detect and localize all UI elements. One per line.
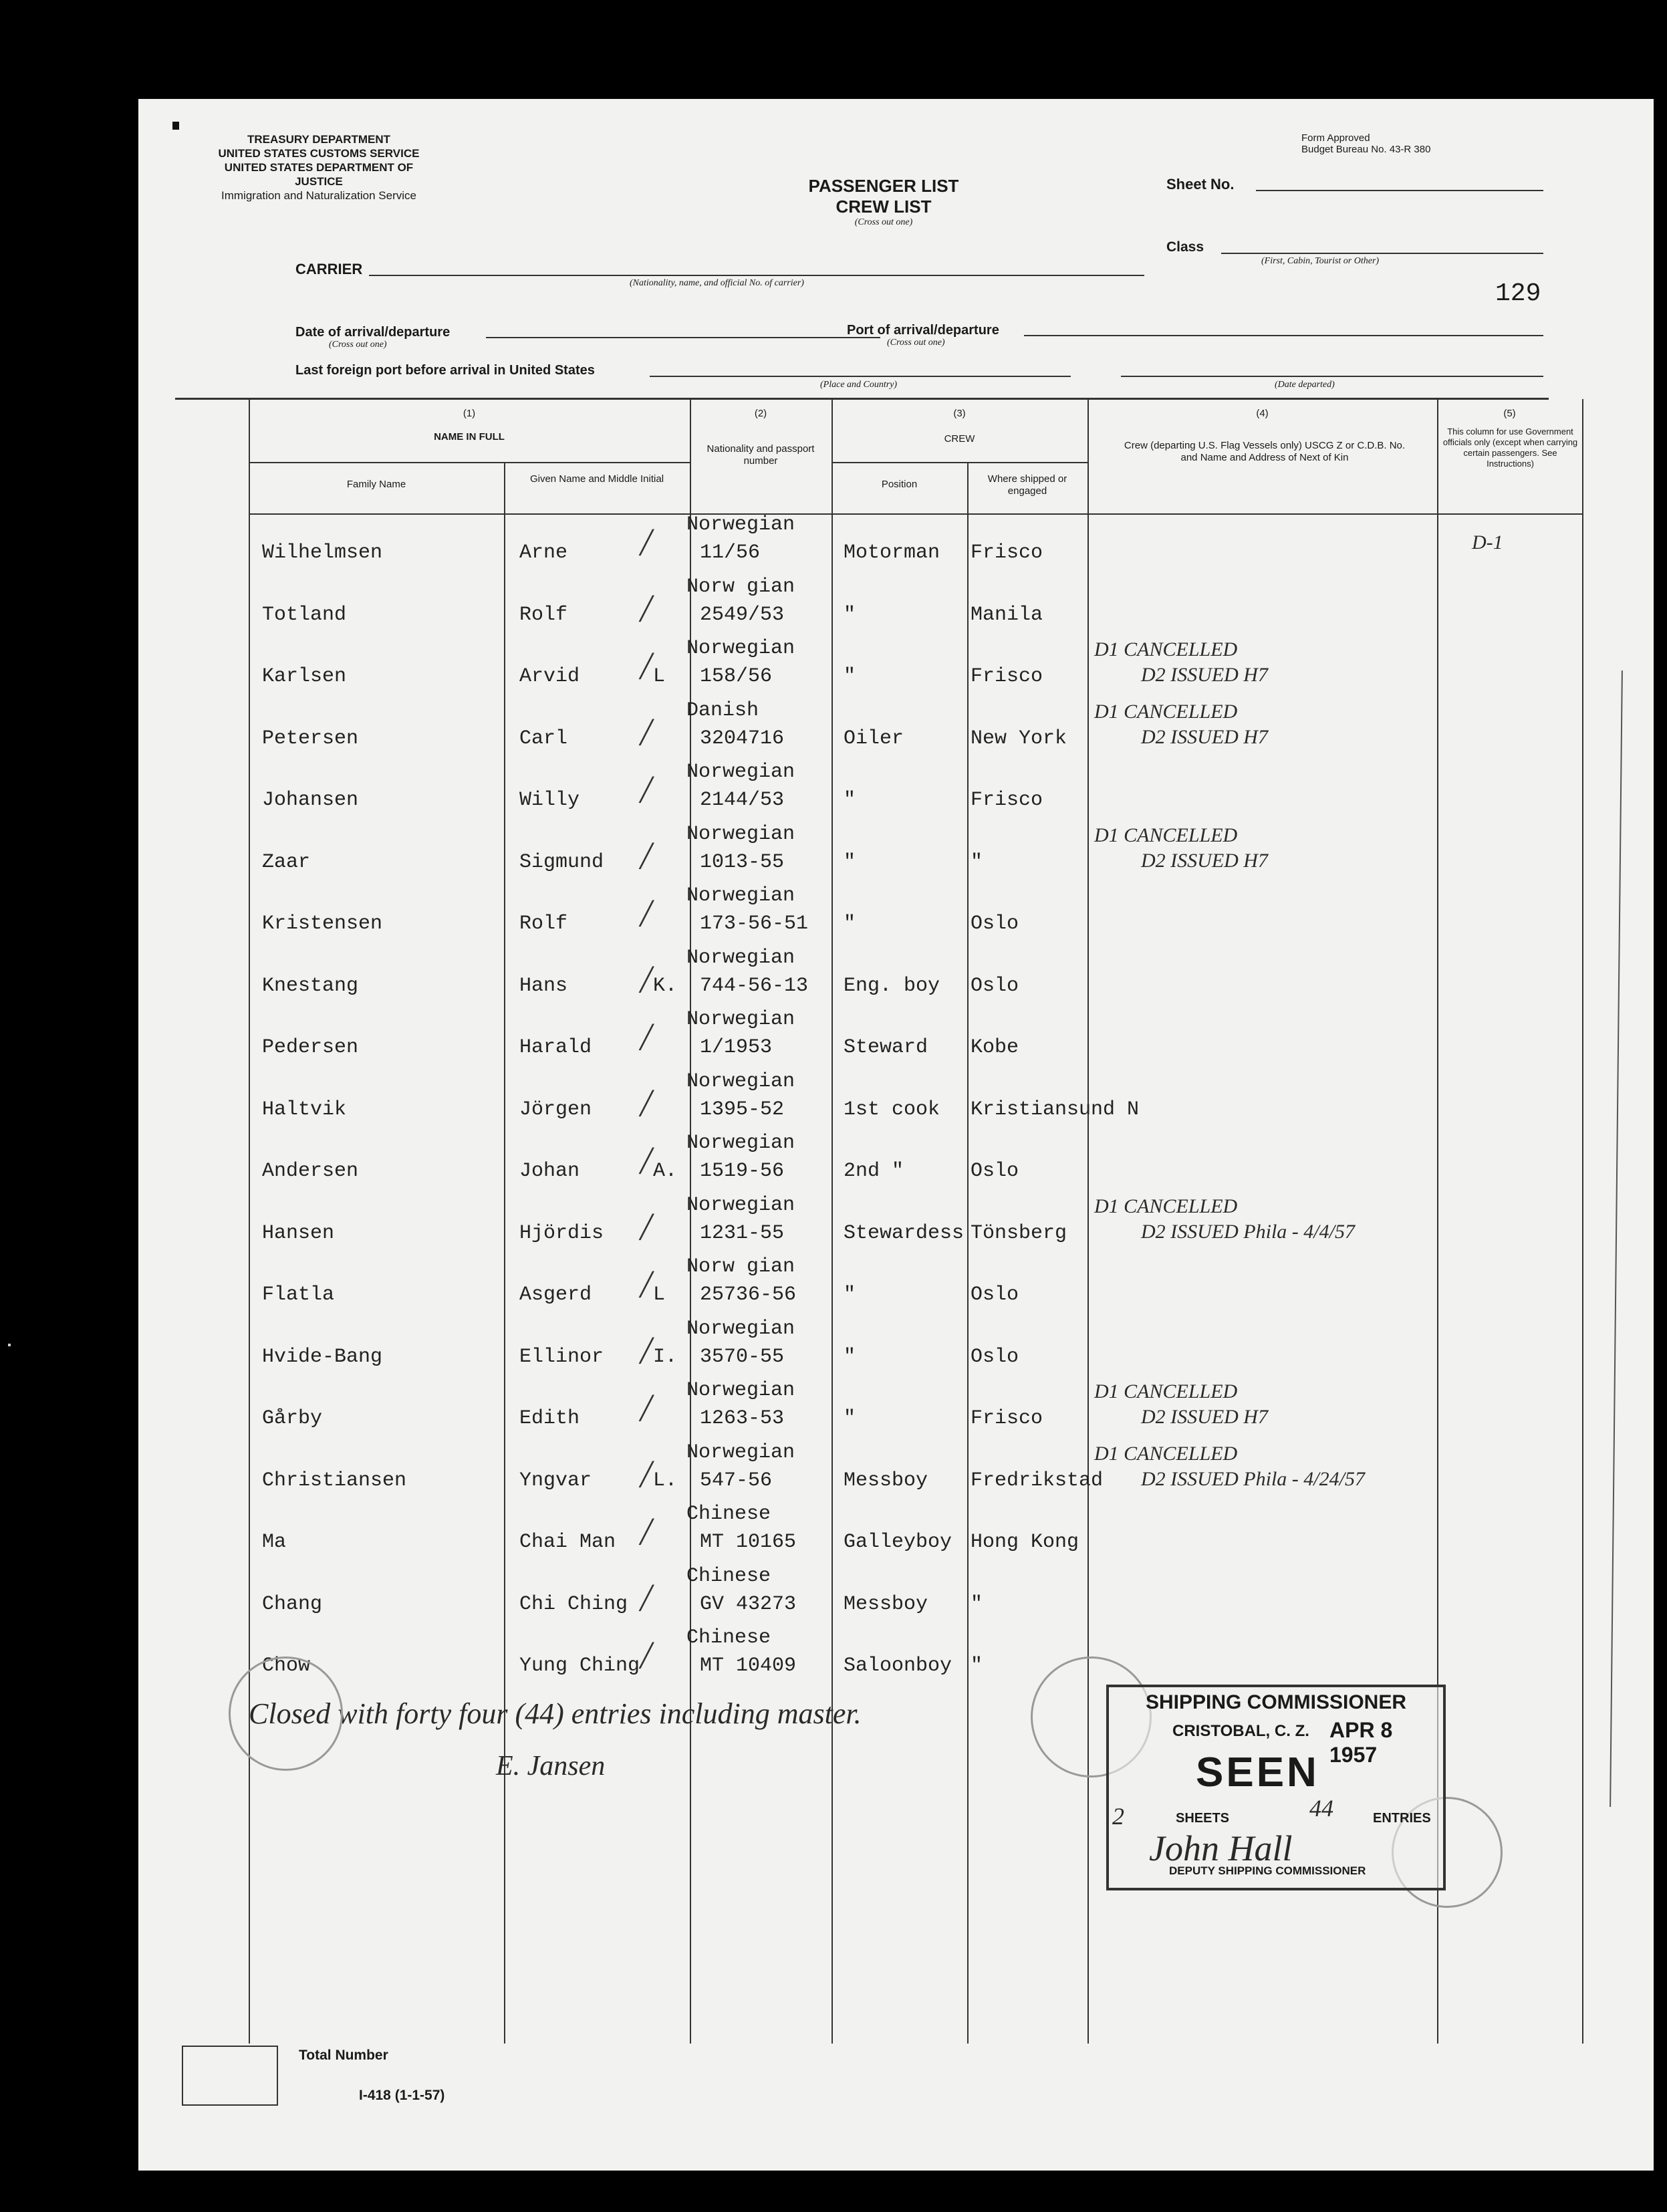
- cell-position: Saloonboy: [844, 1654, 952, 1677]
- last-port-label: Last foreign port before arrival in United States: [295, 363, 595, 378]
- cell-given: Arne: [519, 541, 568, 564]
- place-note: (Place and Country): [820, 380, 898, 390]
- cell-position: ": [844, 603, 856, 626]
- stamp-place: CRISTOBAL, C. Z.: [1172, 1722, 1309, 1740]
- stamp-sheets-value: 2: [1112, 1803, 1124, 1830]
- cell-family: Haltvik: [262, 1098, 347, 1121]
- cell-family: Totland: [262, 603, 347, 626]
- stamp-date: APR 8 1957: [1329, 1718, 1393, 1767]
- cell-col5: D-1: [1472, 531, 1503, 554]
- cell-where: Oslo: [971, 974, 1019, 997]
- cell-where: Fredrikstad: [971, 1469, 1104, 1492]
- port-label: Port of arrival/departure: [847, 323, 999, 338]
- cell-nat: Norw gian: [686, 1255, 795, 1278]
- cell-pass: 1013-55: [700, 850, 785, 874]
- arrival-label: Date of arrival/departure: [295, 325, 451, 340]
- check-mark-icon: ╱: [640, 1642, 654, 1669]
- cell-position: Oiler: [844, 727, 904, 750]
- ins-label: Immigration and Naturalization Service: [221, 189, 416, 202]
- cell-family: Pedersen: [262, 1036, 359, 1059]
- cell-given: Arvid: [519, 665, 580, 688]
- cell-family: Gårby: [262, 1407, 323, 1430]
- cell-position: Stewardess: [844, 1221, 965, 1245]
- cell-where: Oslo: [971, 912, 1019, 935]
- cell-pass: 1395-52: [700, 1098, 785, 1121]
- cell-nat: Norwegian: [686, 637, 795, 660]
- cell-nat: Norwegian: [686, 822, 795, 846]
- cell-where: ": [971, 1592, 983, 1616]
- col1-number: (1): [463, 408, 476, 419]
- cell-pass: GV 43273: [700, 1592, 797, 1616]
- cell-given: Hjördis: [519, 1221, 604, 1245]
- cell-pass: 173-56-51: [700, 912, 809, 935]
- cell-nat: Chinese: [686, 1626, 771, 1649]
- cell-where: Oslo: [971, 1345, 1019, 1368]
- cell-pass: MT 10165: [700, 1531, 797, 1554]
- cell-pass: 1519-56: [700, 1160, 785, 1183]
- form-approved: [1301, 132, 1430, 155]
- cell-given: Rolf: [519, 912, 568, 935]
- cell-given: Rolf: [519, 603, 568, 626]
- cell-family: Andersen: [262, 1160, 359, 1183]
- cell-family: Hansen: [262, 1221, 335, 1245]
- table-row: [138, 515, 1654, 577]
- cell-family: Hvide-Bang: [262, 1345, 383, 1368]
- cell-note1: D1 CANCELLED: [1094, 1195, 1238, 1217]
- cell-pass: 1/1953: [700, 1036, 773, 1059]
- where-shipped-header: Where shipped or engaged: [987, 473, 1067, 497]
- cell-family: Flatla: [262, 1283, 335, 1306]
- cell-nat: Norwegian: [686, 1132, 795, 1154]
- cell-nat: Chinese: [686, 1564, 771, 1588]
- cell-family: Ma: [262, 1531, 287, 1554]
- cell-note2: D2 ISSUED H7: [1141, 1406, 1268, 1428]
- cell-position: ": [844, 665, 856, 688]
- table-row: [138, 824, 1654, 886]
- col1-title: NAME IN FULL: [434, 431, 505, 443]
- check-mark-icon: ╱: [640, 1461, 654, 1488]
- arrival-note: (Cross out one): [329, 340, 387, 350]
- cell-family: Knestang: [262, 974, 359, 997]
- col4-number: (4): [1256, 408, 1269, 419]
- nationality-header: Nationality and passport number: [707, 443, 815, 467]
- table-row: [138, 1319, 1654, 1381]
- cell-given: Chi Ching: [519, 1592, 628, 1616]
- family-name-header: Family Name: [346, 479, 406, 490]
- canal-zone-seal-left: [229, 1656, 343, 1771]
- cell-nat: Chinese: [686, 1503, 771, 1525]
- cell-position: ": [844, 1407, 856, 1430]
- title-note: (Cross out one): [854, 217, 913, 227]
- cell-pass: 744-56-13: [700, 974, 809, 997]
- cell-position: ": [844, 912, 856, 935]
- check-mark-icon: ╱: [640, 1337, 654, 1364]
- cell-where: Frisco: [971, 541, 1043, 564]
- budget-label: Budget Bureau No. 43-R 380: [1301, 144, 1431, 155]
- cell-family: Zaar: [262, 850, 311, 874]
- cell-note1: D1 CANCELLED: [1094, 1380, 1238, 1402]
- cell-note2: D2 ISSUED H7: [1141, 664, 1268, 686]
- cell-where: Tönsberg: [971, 1221, 1067, 1245]
- agency-header: [212, 132, 426, 203]
- justice-label: UNITED STATES DEPARTMENT OF JUSTICE: [224, 161, 414, 188]
- cell-note2: D2 ISSUED Phila - 4/4/57: [1141, 1220, 1355, 1243]
- stamp-deputy: DEPUTY SHIPPING COMMISSIONER: [1169, 1864, 1366, 1877]
- cell-where: Kristiansund N: [971, 1098, 1140, 1121]
- cell-position: Motorman: [844, 541, 940, 564]
- cell-given: Ellinor: [519, 1345, 604, 1368]
- cell-pass: 2144/53: [700, 789, 785, 812]
- cell-nat: Norwegian: [686, 761, 795, 783]
- total-number-label: Total Number: [299, 2048, 388, 2063]
- cell-initial: L.: [653, 1469, 678, 1492]
- cell-nat: Norwegian: [686, 513, 795, 536]
- master-signature: E. Jansen: [496, 1751, 606, 1781]
- gov-note-header: This column for use Government officials only (except when carrying certain passengers. See Instructions): [1442, 426, 1578, 469]
- table-row: [138, 1443, 1654, 1505]
- form-id: I-418 (1-1-57): [359, 2088, 445, 2103]
- table-row: [138, 1566, 1654, 1628]
- cell-where: Frisco: [971, 665, 1043, 688]
- commissioner-signature: John Hall: [1149, 1828, 1293, 1868]
- cell-given: Willy: [519, 789, 580, 812]
- cell-given: Carl: [519, 727, 568, 750]
- cell-initial: A.: [653, 1160, 678, 1183]
- cell-family: Wilhelmsen: [262, 541, 383, 564]
- cell-family: Chang: [262, 1592, 323, 1616]
- cell-given: Yngvar: [519, 1469, 592, 1492]
- check-mark-icon: ╱: [640, 777, 654, 804]
- cell-note1: D1 CANCELLED: [1094, 1442, 1238, 1465]
- table-row: [138, 1628, 1654, 1690]
- cell-nat: Norwegian: [686, 1379, 795, 1402]
- cell-initial: I.: [653, 1345, 678, 1368]
- check-mark-icon: ╱: [640, 653, 654, 680]
- dust-speck: [172, 122, 179, 130]
- cell-nat: Norwegian: [686, 1193, 795, 1217]
- cell-where: Oslo: [971, 1283, 1019, 1306]
- cell-where: Frisco: [971, 1407, 1043, 1430]
- crew-header: CREW: [944, 433, 975, 445]
- check-mark-icon: ╱: [640, 1271, 654, 1298]
- cell-pass: 11/56: [700, 541, 761, 564]
- table-row: [138, 1133, 1654, 1195]
- sheet-no-label: Sheet No.: [1166, 176, 1235, 193]
- customs-label: UNITED STATES CUSTOMS SERVICE: [218, 147, 420, 160]
- table-row: [138, 1072, 1654, 1134]
- cell-where: Kobe: [971, 1036, 1019, 1059]
- cell-nat: Norwegian: [686, 1441, 795, 1464]
- cell-initial: K.: [653, 974, 678, 997]
- cell-where: ": [971, 850, 983, 874]
- check-mark-icon: ╱: [640, 529, 654, 556]
- cell-position: 2nd ": [844, 1160, 904, 1183]
- date-note: (Date departed): [1275, 380, 1335, 390]
- cell-position: ": [844, 850, 856, 874]
- approved-label: Form Approved: [1301, 132, 1370, 144]
- check-mark-icon: ╱: [640, 1213, 654, 1241]
- cell-where: ": [971, 1654, 983, 1677]
- cell-nat: Norwegian: [686, 1008, 795, 1031]
- check-mark-icon: ╱: [640, 1519, 654, 1546]
- cell-pass: 1231-55: [700, 1221, 785, 1245]
- treasury-label: TREASURY DEPARTMENT: [247, 133, 391, 146]
- cell-note1: D1 CANCELLED: [1094, 824, 1238, 846]
- col3-number: (3): [953, 408, 966, 419]
- cell-given: Asgerd: [519, 1283, 592, 1306]
- cell-family: Christiansen: [262, 1469, 407, 1492]
- cell-nat: Norw gian: [686, 575, 795, 598]
- cell-given: Hans: [519, 974, 568, 997]
- cell-note2: D2 ISSUED Phila - 4/24/57: [1141, 1467, 1365, 1490]
- position-header: Position: [881, 479, 918, 490]
- cell-nat: Norwegian: [686, 1070, 795, 1093]
- crew-note-header: Crew (departing U.S. Flag Vessels only) USCG Z or C.D.B. No. and Name and Address of Next of Kin: [1124, 440, 1406, 463]
- check-mark-icon: ╱: [640, 966, 654, 993]
- cell-given: Yung Ching: [519, 1654, 640, 1677]
- cell-where: Hong Kong: [971, 1531, 1079, 1554]
- cell-pass: 2549/53: [700, 603, 785, 626]
- cell-position: Eng. boy: [844, 974, 940, 997]
- col2-number: (2): [754, 408, 767, 419]
- total-number-box: [182, 2046, 278, 2106]
- cell-position: ": [844, 789, 856, 812]
- cell-position: ": [844, 1283, 856, 1306]
- table-row: [138, 577, 1654, 639]
- cell-where: New York: [971, 727, 1067, 750]
- dust-speck: [8, 1344, 11, 1346]
- page-number: 129: [1495, 279, 1541, 308]
- cell-note1: D1 CANCELLED: [1094, 638, 1238, 660]
- cell-position: Steward: [844, 1036, 928, 1059]
- cell-initial: L: [653, 665, 666, 688]
- passenger-list-title: PASSENGER LIST: [808, 176, 959, 196]
- stamp-entries-label: ENTRIES: [1373, 1811, 1431, 1826]
- cell-given: Harald: [519, 1036, 592, 1059]
- cell-nat: Norwegian: [686, 1317, 795, 1340]
- table-row: [138, 1257, 1654, 1319]
- class-label: Class: [1166, 239, 1204, 255]
- cell-initial: L: [653, 1283, 666, 1306]
- check-mark-icon: ╱: [640, 1584, 654, 1612]
- cell-family: Johansen: [262, 789, 359, 812]
- cell-given: Sigmund: [519, 850, 604, 874]
- cell-family: Petersen: [262, 727, 359, 750]
- cell-pass: MT 10409: [700, 1654, 797, 1677]
- cell-pass: 158/56: [700, 665, 773, 688]
- table-row: [138, 1504, 1654, 1566]
- check-mark-icon: ╱: [640, 719, 654, 746]
- table-row: [138, 1380, 1654, 1443]
- cell-given: Edith: [519, 1407, 580, 1430]
- cell-position: Messboy: [844, 1469, 928, 1492]
- given-name-header: Given Name and Middle Initial: [529, 473, 664, 485]
- cell-nat: Norwegian: [686, 946, 795, 969]
- carrier-label: CARRIER: [295, 261, 363, 277]
- cell-where: Manila: [971, 603, 1043, 626]
- cell-position: Messboy: [844, 1592, 928, 1616]
- col5-number: (5): [1503, 408, 1516, 419]
- cell-family: Kristensen: [262, 912, 383, 935]
- cell-position: Galleyboy: [844, 1531, 952, 1554]
- carrier-note: (Nationality, name, and official No. of carrier): [630, 278, 804, 288]
- cell-position: 1st cook: [844, 1098, 940, 1121]
- crew-list-title: CREW LIST: [836, 197, 932, 217]
- table-row: [138, 1195, 1654, 1257]
- cell-note2: D2 ISSUED H7: [1141, 725, 1268, 748]
- crew-list-form: [138, 99, 1654, 2171]
- stamp-title: SHIPPING COMMISSIONER: [1145, 1691, 1407, 1713]
- stamp-entries-value: 44: [1309, 1795, 1333, 1822]
- cell-pass: 1263-53: [700, 1407, 785, 1430]
- check-mark-icon: ╱: [640, 595, 654, 622]
- check-mark-icon: ╱: [640, 842, 654, 870]
- cell-position: ": [844, 1345, 856, 1368]
- stamp-sheets-label: SHEETS: [1176, 1811, 1230, 1826]
- cell-family: Karlsen: [262, 665, 347, 688]
- check-mark-icon: ╱: [640, 1395, 654, 1422]
- cell-pass: 3570-55: [700, 1345, 785, 1368]
- check-mark-icon: ╱: [640, 1024, 654, 1051]
- stamp-seen: SEEN: [1196, 1749, 1319, 1796]
- table-row: [138, 762, 1654, 824]
- cell-pass: 547-56: [700, 1469, 773, 1492]
- table-row: [138, 1009, 1654, 1072]
- cell-note1: D1 CANCELLED: [1094, 700, 1238, 723]
- check-mark-icon: ╱: [640, 1090, 654, 1117]
- cell-given: Jörgen: [519, 1098, 592, 1121]
- table-row: [138, 948, 1654, 1010]
- cell-where: Oslo: [971, 1160, 1019, 1183]
- closing-statement: Closed with forty four (44) entries including master.: [249, 1697, 862, 1730]
- cell-pass: 3204716: [700, 727, 785, 750]
- cell-nat: Danish: [686, 699, 759, 722]
- check-mark-icon: ╱: [640, 900, 654, 927]
- check-mark-icon: ╱: [640, 1148, 654, 1175]
- form-title: [740, 176, 1027, 228]
- port-note: (Cross out one): [887, 338, 945, 348]
- cell-pass: 25736-56: [700, 1283, 797, 1306]
- table-row: [138, 886, 1654, 948]
- cell-where: Frisco: [971, 789, 1043, 812]
- table-row: [138, 638, 1654, 701]
- cell-family: Chow: [262, 1654, 311, 1677]
- shipping-commissioner-stamp: [1106, 1685, 1446, 1890]
- cell-note2: D2 ISSUED H7: [1141, 849, 1268, 872]
- cell-given: Johan: [519, 1160, 580, 1183]
- class-note: (First, Cabin, Tourist or Other): [1261, 256, 1380, 266]
- table-row: [138, 701, 1654, 763]
- cell-nat: Norwegian: [686, 884, 795, 907]
- cell-given: Chai Man: [519, 1531, 616, 1554]
